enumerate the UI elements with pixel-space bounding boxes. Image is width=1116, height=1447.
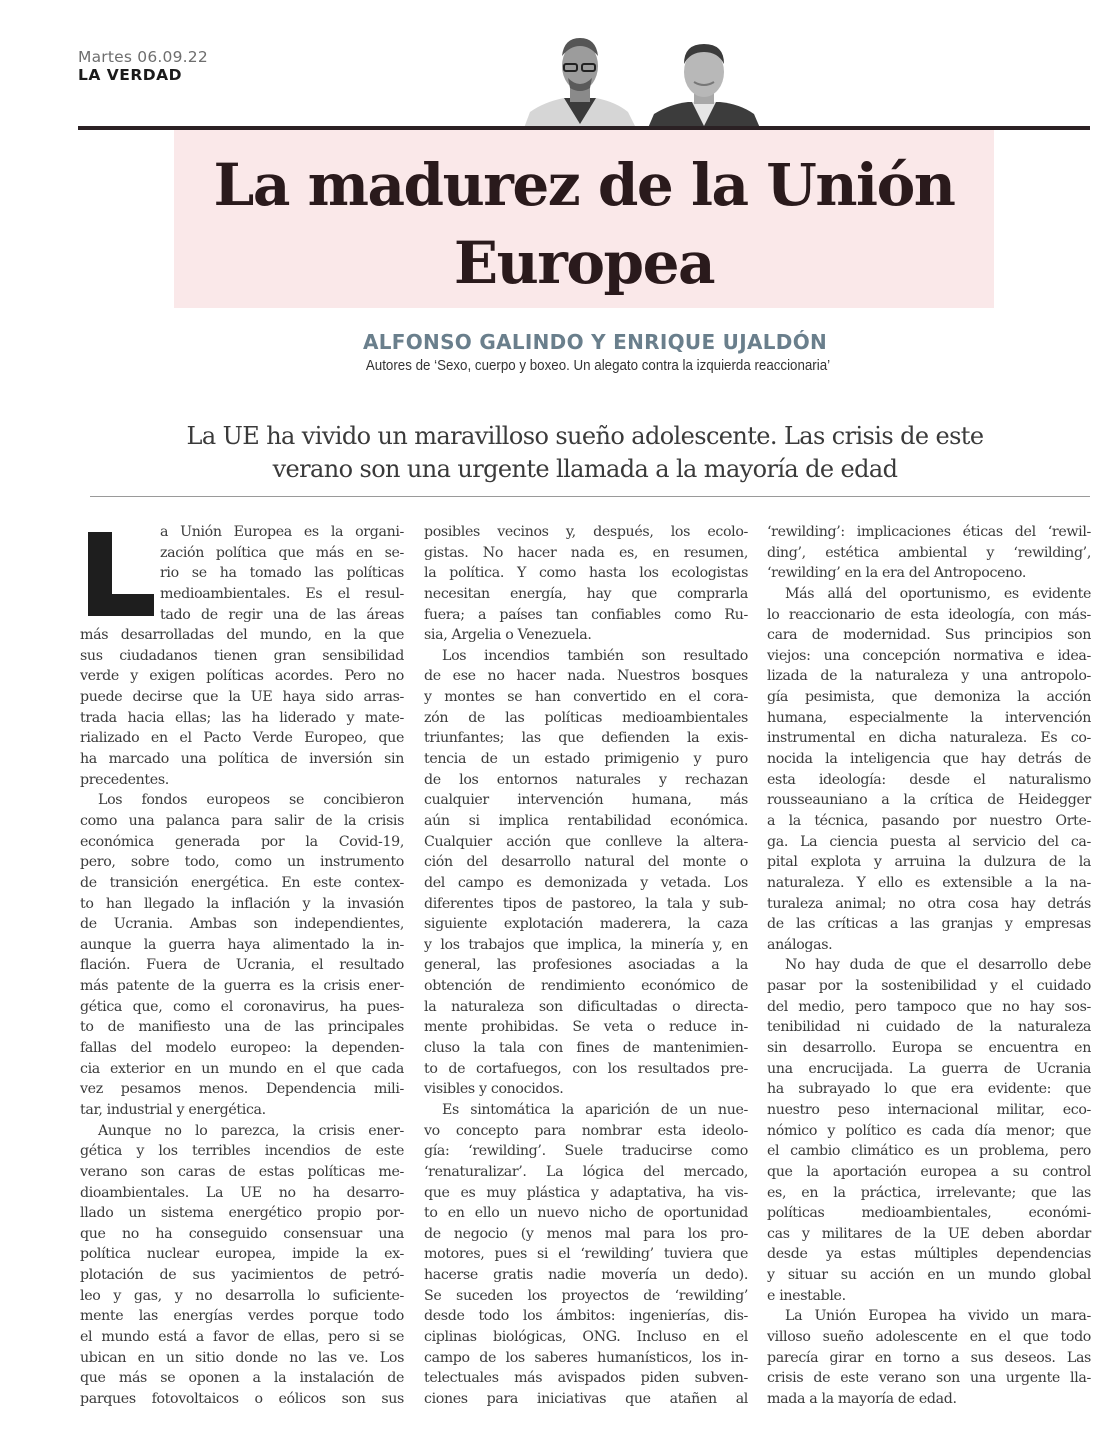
article-line: de transición energética. En este contex- (80, 874, 404, 891)
article-line: trada hacia ellas; las ha liderado y mate- (80, 709, 404, 726)
article-line: nómico y político es cada día menor; que (767, 1122, 1091, 1139)
article-line: fallas del modelo europeo: la dependen- (80, 1040, 404, 1057)
article-line: puede decirse que la UE haya sido arras- (80, 689, 404, 706)
article-line: que la aportación europea a su control (767, 1163, 1091, 1180)
article-line: que no ha conseguido consensuar una (80, 1225, 404, 1242)
article-line: a la técnica, pasando por nuestro Orte- (767, 812, 1091, 829)
article-line: Es sintomática la aparición de un nue- (442, 1101, 748, 1118)
article-line: a Unión Europea es la organi- (160, 524, 404, 540)
article-line: villoso sueño adolescente en el que todo (767, 1328, 1091, 1345)
article-line: del medio, pero tampoco que no hay sos- (767, 998, 1091, 1015)
article-line: ciplinas biológicas, ONG. Incluso en el (424, 1328, 748, 1345)
article-line: tencia de un estado primigenio y puro (424, 751, 748, 768)
article-line: que es muy plástica y adaptativa, ha vis- (424, 1184, 748, 1201)
article-line: políticas medioambientales, económi- (767, 1205, 1091, 1222)
article-line: de los entornos naturales y rechazan (424, 771, 748, 788)
article-line: política nuclear europea, impide la ex- (80, 1246, 404, 1263)
article-line: más desarrolladas del mundo, en la que (80, 627, 404, 644)
article-line: ga. La ciencia puesta al servicio del ca- (767, 833, 1091, 850)
article-line: y los trabajos que implica, la minería y, en (424, 936, 748, 953)
article-line: cluso la tala con fines de mantenimien- (424, 1040, 748, 1057)
article-line: to de cortafuegos, con los resultados pre- (424, 1060, 748, 1077)
article-line: esta ideología: desde el naturalismo (767, 771, 1091, 788)
article-line: ding’, estética ambiental y ‘rewilding’, (767, 544, 1091, 561)
article-line: mada a la mayoría de edad. (767, 1390, 957, 1407)
article-line: general, las profesiones asociadas a la (424, 957, 748, 974)
article-line: La Unión Europea ha vivido un mara- (785, 1308, 1091, 1325)
article-line: la naturaleza son dificultadas o directa- (424, 998, 748, 1015)
article-line: análogas. (767, 936, 833, 953)
headline-line-2: Europea (453, 229, 715, 297)
article-line: flación. Fuera de Ucrania, el resultado (80, 957, 404, 974)
article-line: aunque la guerra haya alimentado la in- (80, 936, 404, 953)
article-line: fuera; a países tan confiables como Ru- (424, 606, 748, 623)
article-line: nocida la inteligencia que hay detrás de (767, 751, 1091, 768)
article-line: como una palanca para salir de la crisis (80, 812, 404, 829)
article-column-3 (767, 522, 1091, 1410)
article-line: desde todo los ámbitos: ingenierías, dis- (424, 1308, 748, 1325)
article-line: de ese no hacer nada. Nuestros bosques (424, 668, 748, 685)
article-line: parques fotovoltaicos o eólicos son sus (80, 1390, 404, 1407)
article-line: tado de regir una de las áreas (160, 606, 404, 623)
article-line: rializado en el Pacto Verde Europeo, que (80, 730, 404, 747)
article-line: ha marcado una política de inversión sin (80, 751, 404, 768)
article-line: ‘rewilding’: implicaciones éticas del ‘rewil- (767, 524, 1091, 540)
article-line: telectuales más avispados piden subven- (424, 1370, 748, 1387)
article-line: triunfantes; las que defienden la exis- (424, 730, 748, 747)
subtitle-line-1: La UE ha vivido un maravilloso sueño adolescente. Las crisis de este (186, 422, 984, 450)
author-photo-ujaldon (648, 34, 760, 128)
article-line: Los fondos europeos se concibieron (98, 792, 404, 809)
article-line: e inestable. (767, 1287, 846, 1304)
article-line: ción del desarrollo natural del monte o (424, 854, 748, 871)
article-line: pasar por la sostenibilidad y el cuidado (767, 978, 1091, 995)
article-column-1 (80, 522, 404, 1410)
article-line: parecía girar en torno a sus deseos. Las (767, 1349, 1091, 1366)
article-line: gética que, como el coronavirus, ha pues- (80, 998, 404, 1015)
article-line: ‘renaturalizar’. La lógica del mercado, (424, 1163, 748, 1180)
article-column-2 (424, 522, 748, 1410)
headline (174, 146, 994, 302)
article-line: No hay duda de que el desarrollo debe (785, 957, 1091, 974)
article-line: Cualquier acción que conlleve la altera- (424, 833, 748, 850)
article-line: turaleza animal; no otra cosa hay detrás (767, 895, 1091, 912)
article-line: económica generada por la Covid-19, (80, 833, 404, 850)
article-line: de Ucrania. Ambas son independientes, (80, 916, 404, 933)
article-line: cia exterior en un mundo en el que cada (80, 1060, 404, 1077)
article-line: to de manifiesto una de las principales (80, 1019, 404, 1036)
article-line: instrumental en dicha naturaleza. Es co- (767, 730, 1091, 747)
article-line: hacerse gratis nadie movería un dedo). (424, 1267, 748, 1284)
author-photo-galindo (524, 34, 636, 128)
article-line: gía: ‘rewilding’. Suele traducirse como (424, 1143, 748, 1160)
article-line: precedentes. (80, 771, 169, 788)
article-line: leo y gas, y no desarrolla lo suficiente- (80, 1287, 404, 1304)
article-line: motores, pues si el ‘rewilding’ tuviera que (424, 1246, 748, 1263)
article-line: ha subrayado lo que era evidente: que (767, 1081, 1091, 1098)
article-line: sin desarrollo. Europa se encuentra en (767, 1040, 1091, 1057)
article-line: humana, especialmente la intervención (767, 709, 1091, 726)
article-line: gética y los terribles incendios de este (80, 1143, 404, 1160)
article-line: to han llegado la inflación y la invasión (80, 895, 404, 912)
article-line: el mundo está a favor de ellas, pero si se (80, 1328, 404, 1345)
subtitle-line-2: verano son una urgente llamada a la mayoría de edad (272, 455, 898, 483)
article-line: tar, industrial y energética. (80, 1101, 266, 1118)
article-line: posibles vecinos y, después, los ecolo- (424, 524, 748, 540)
article-line: lizada de la naturaleza y una antropolo- (767, 668, 1091, 685)
newspaper-name: LA VERDAD (78, 66, 183, 84)
article-line: del campo es demonizada y vetada. Los (424, 874, 748, 891)
article-line: naturaleza. Y ello es extensible a la na- (767, 874, 1091, 891)
article-line: obtención de rendimiento económico de (424, 978, 748, 995)
article-line: nuestro peso internacional militar, eco- (767, 1101, 1091, 1118)
article-line: llado un sistema energético propio por- (80, 1205, 404, 1222)
article-line: gía pesimista, que demoniza la acción (767, 689, 1091, 706)
subtitle (90, 420, 1080, 486)
article-line: de las críticas a las granjas y empresas (767, 916, 1091, 933)
article-line: Se suceden los proyectos de ‘rewilding’ (424, 1287, 748, 1304)
subtitle-rule (90, 496, 1090, 497)
article-line: tenibilidad ni cuidado de la naturaleza (767, 1019, 1091, 1036)
article-line: to en ello un nuevo nicho de oportunidad (424, 1205, 748, 1222)
article-line: ciones para iniciativas que atañen al (424, 1390, 748, 1407)
article-line: de negocio (y menos mal para los pro- (424, 1225, 748, 1242)
article-line: verde y exigen políticas acordes. Pero no (80, 668, 404, 685)
article-line: Aunque no lo parezca, la crisis ener- (98, 1122, 404, 1139)
article-line: plotación de sus yacimientos de petró- (80, 1267, 404, 1284)
article-line: verano son caras de estas políticas me- (80, 1163, 404, 1180)
article-line: la política. Y como hasta los ecologistas (424, 565, 748, 582)
article-line: visibles y conocidos. (424, 1081, 564, 1098)
article-line: cara de modernidad. Sus principios son (767, 627, 1091, 644)
article-line: el cambio climático es un problema, pero (767, 1143, 1091, 1160)
article-line: y montes se han convertido en el cora- (424, 689, 748, 706)
article-line: que más se oponen a la instalación de (80, 1370, 404, 1387)
article-line: cas y militares de la UE deben abordar (767, 1225, 1091, 1242)
article-line: ‘rewilding’ en la era del Antropoceno. (767, 565, 1026, 582)
byline-description: Autores de ‘Sexo, cuerpo y boxeo. Un alegato contra la izquierda reaccionaria’ (365, 358, 831, 374)
article-line: vez pesamos menos. Dependencia mili- (80, 1081, 404, 1098)
article-line: una encrucijada. La guerra de Ucrania (767, 1060, 1091, 1077)
article-line: es, en la práctica, irrelevante; que las (767, 1184, 1091, 1201)
article-line: más patente de la guerra es la crisis ener- (80, 978, 404, 995)
article-line: campo de los saberes humanísticos, los in- (424, 1349, 748, 1366)
article-line: pero, sobre todo, como un instrumento (80, 854, 404, 871)
article-line: ubican en un sitio donde no las ve. Los (80, 1349, 404, 1366)
article-line: Los incendios también son resultado (442, 647, 748, 664)
article-line: mente prohibidas. Se veta o reduce in- (424, 1019, 748, 1036)
article-line: crisis de este verano son una urgente lla- (767, 1370, 1091, 1387)
article-line: gistas. No hacer nada es, en resumen, (424, 544, 748, 561)
article-line: y situar su acción en un mundo global (767, 1267, 1091, 1284)
article-line: vo concepto para nombrar esta ideolo- (424, 1122, 748, 1139)
article-line: lo reaccionario de esta ideología, con más- (767, 606, 1091, 623)
byline-authors: ALFONSO GALINDO Y ENRIQUE UJALDÓN (362, 330, 828, 354)
article-line: cualquier intervención humana, más (424, 792, 748, 809)
date: Martes 06.09.22 (78, 48, 208, 66)
article-line: Más allá del oportunismo, es evidente (785, 585, 1091, 602)
article-line: zación política que más en se- (160, 544, 404, 561)
article-line: pital explota y arruina la dulzura de la (767, 854, 1091, 871)
article-line: sus ciudadanos tienen gran sensibilidad (80, 647, 404, 664)
article-line: desde ya estas múltiples dependencias (767, 1246, 1091, 1263)
article-line: necesitan energía, hay que comprarla (424, 585, 748, 602)
article-line: medioambientales. Es el resul- (160, 585, 404, 602)
headline-line-1: La madurez de la Unión (213, 151, 955, 219)
article-line: viejos: una concepción normativa e idea- (767, 647, 1091, 664)
article-line: zón de las políticas medioambientales (424, 709, 748, 726)
article-line: diferentes tipos de pastoreo, la tala y sub- (424, 895, 748, 912)
article-line: dioambientales. La UE no ha desarro- (80, 1184, 404, 1201)
article-line: sia, Argelia o Venezuela. (424, 627, 592, 644)
article-line: mente las energías verdes porque todo (80, 1308, 404, 1325)
article-line: rousseauniano a la crítica de Heidegger (767, 792, 1091, 809)
article-line: siguiente explotación maderera, la caza (424, 916, 748, 933)
article-line: rio se ha tomado las políticas (160, 565, 404, 582)
article-line: aún si implica rentabilidad económica. (424, 812, 748, 829)
